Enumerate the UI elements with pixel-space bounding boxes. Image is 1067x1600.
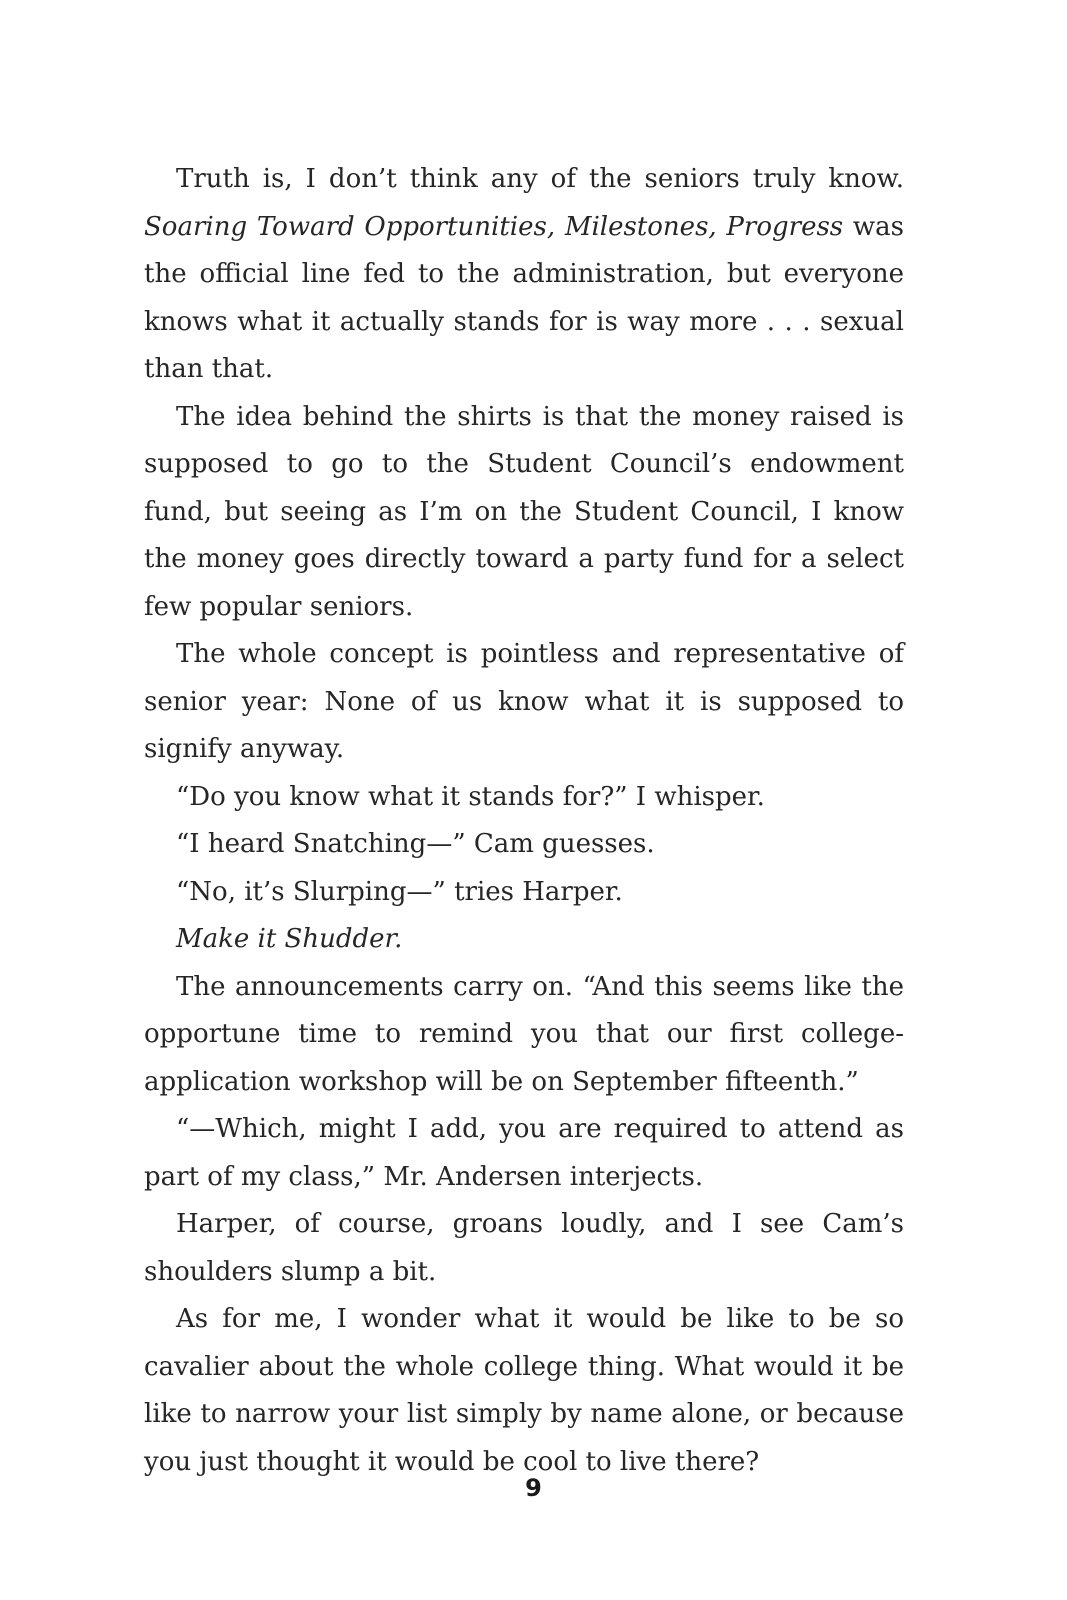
text-segment: “No, it’s Slurping—” tries Harper.: [176, 876, 623, 907]
text-segment: The idea behind the shirts is that the money raised is supposed to go to the Student Council’s endowment fund, but seeing as I’m on the Student Council, I know the money goes directly toward a party fund for a select few popular seniors.: [144, 401, 904, 622]
paragraph: [144, 774, 904, 822]
paragraph: [144, 156, 904, 394]
text-segment: Harper, of course, groans loudly, and I see Cam’s shoulders slump a bit.: [144, 1209, 904, 1287]
text-segment: “Do you know what it stands for?” I whisper.: [176, 781, 765, 812]
text-segment: was the official line fed to the administration, but everyone knows what it actually stands for is way more . . . sexual than that.: [144, 211, 904, 384]
paragraph: [144, 394, 904, 632]
text-segment: “—Which, might I add, you are required to attend as part of my class,” Mr. Andersen interjects.: [144, 1114, 904, 1192]
italic-text-segment: Soaring Toward Opportunities, Milestones, Progress: [144, 211, 844, 242]
text-segment: Truth is, I don’t think any of the seniors truly know.: [176, 164, 904, 194]
paragraph: [144, 964, 904, 1107]
text-segment: The announcements carry on. “And this seems like the opportune time to remind you that our first college-application workshop will be on September fifteenth.”: [144, 971, 904, 1097]
paragraph: [144, 869, 904, 917]
paragraph: [144, 821, 904, 869]
text-segment: “I heard Snatching—” Cam guesses.: [176, 829, 655, 859]
text-segment: The whole concept is pointless and representative of senior year: None of us know what it is supposed to signify anyway.: [144, 639, 904, 764]
paragraph: [144, 1106, 904, 1201]
body-text: [144, 156, 904, 1486]
italic-text-segment: Make it Shudder.: [176, 924, 403, 954]
paragraph: [144, 1201, 904, 1296]
paragraph: [144, 916, 904, 964]
paragraph: [144, 631, 904, 774]
text-segment: As for me, I wonder what it would be like to be so cavalier about the whole college thing. What would it be like to narrow your list simply by name alone, or because you just thought it would be cool to live there?: [144, 1304, 904, 1477]
paragraph: [144, 1296, 904, 1486]
page-number: 9: [525, 1474, 542, 1502]
